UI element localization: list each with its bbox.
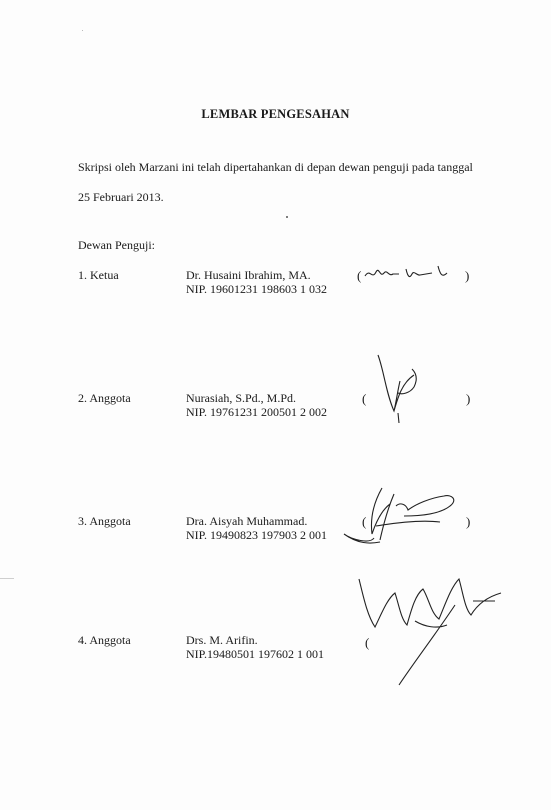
signature-paren-open: ( bbox=[362, 391, 367, 406]
signature-paren-open: ( bbox=[357, 268, 362, 283]
examiner-role: 1. Ketua bbox=[78, 268, 119, 282]
statement-line-2: 25 Februari 2013. bbox=[78, 190, 164, 204]
examiner-name: Nurasiah, S.Pd., M.Pd. bbox=[186, 391, 297, 405]
examiner-identity bbox=[186, 268, 327, 296]
examiner-identity bbox=[186, 514, 327, 542]
examiner-name: Drs. M. Arifin. bbox=[186, 633, 258, 647]
examiner-role: 2. Anggota bbox=[78, 391, 131, 405]
signature-paren-close: ) bbox=[466, 514, 471, 529]
document-title: LEMBAR PENGESAHAN bbox=[201, 107, 350, 121]
signature-paren-close: ) bbox=[466, 391, 471, 406]
examiner-nip: NIP. 19761231 200501 2 002 bbox=[186, 405, 328, 419]
examiner-identity bbox=[186, 633, 324, 661]
examiner-identity bbox=[186, 391, 327, 419]
signature-image bbox=[362, 262, 462, 288]
statement-line-1: Skripsi oleh Marzani ini telah dipertahankan di depan dewan penguji pada tanggal bbox=[78, 160, 473, 174]
examiner-role: 4. Anggota bbox=[78, 633, 131, 647]
signature-paren-open: ( bbox=[365, 635, 370, 650]
signature-paren-close: ) bbox=[465, 268, 470, 283]
examiner-nip: NIP. 19601231 198603 1 032 bbox=[186, 282, 328, 296]
examiner-nip: NIP.19480501 197602 1 001 bbox=[186, 647, 325, 661]
signature-image bbox=[372, 353, 442, 433]
examiner-board-label: Dewan Penguji: bbox=[78, 238, 155, 252]
signature-image bbox=[340, 482, 465, 562]
examiner-name: Dra. Aisyah Muhammad. bbox=[186, 514, 308, 528]
signature-paren-open: ( bbox=[362, 514, 367, 529]
examiner-role: 3. Anggota bbox=[78, 514, 131, 528]
stray-dot bbox=[286, 216, 288, 218]
examiner-name: Dr. Husaini Ibrahim, MA. bbox=[186, 268, 311, 282]
paper-fold-mark bbox=[0, 578, 14, 579]
examiner-nip: NIP. 19490823 197903 2 001 bbox=[186, 528, 328, 542]
signature-image bbox=[355, 575, 505, 690]
paper-speck bbox=[82, 30, 83, 31]
